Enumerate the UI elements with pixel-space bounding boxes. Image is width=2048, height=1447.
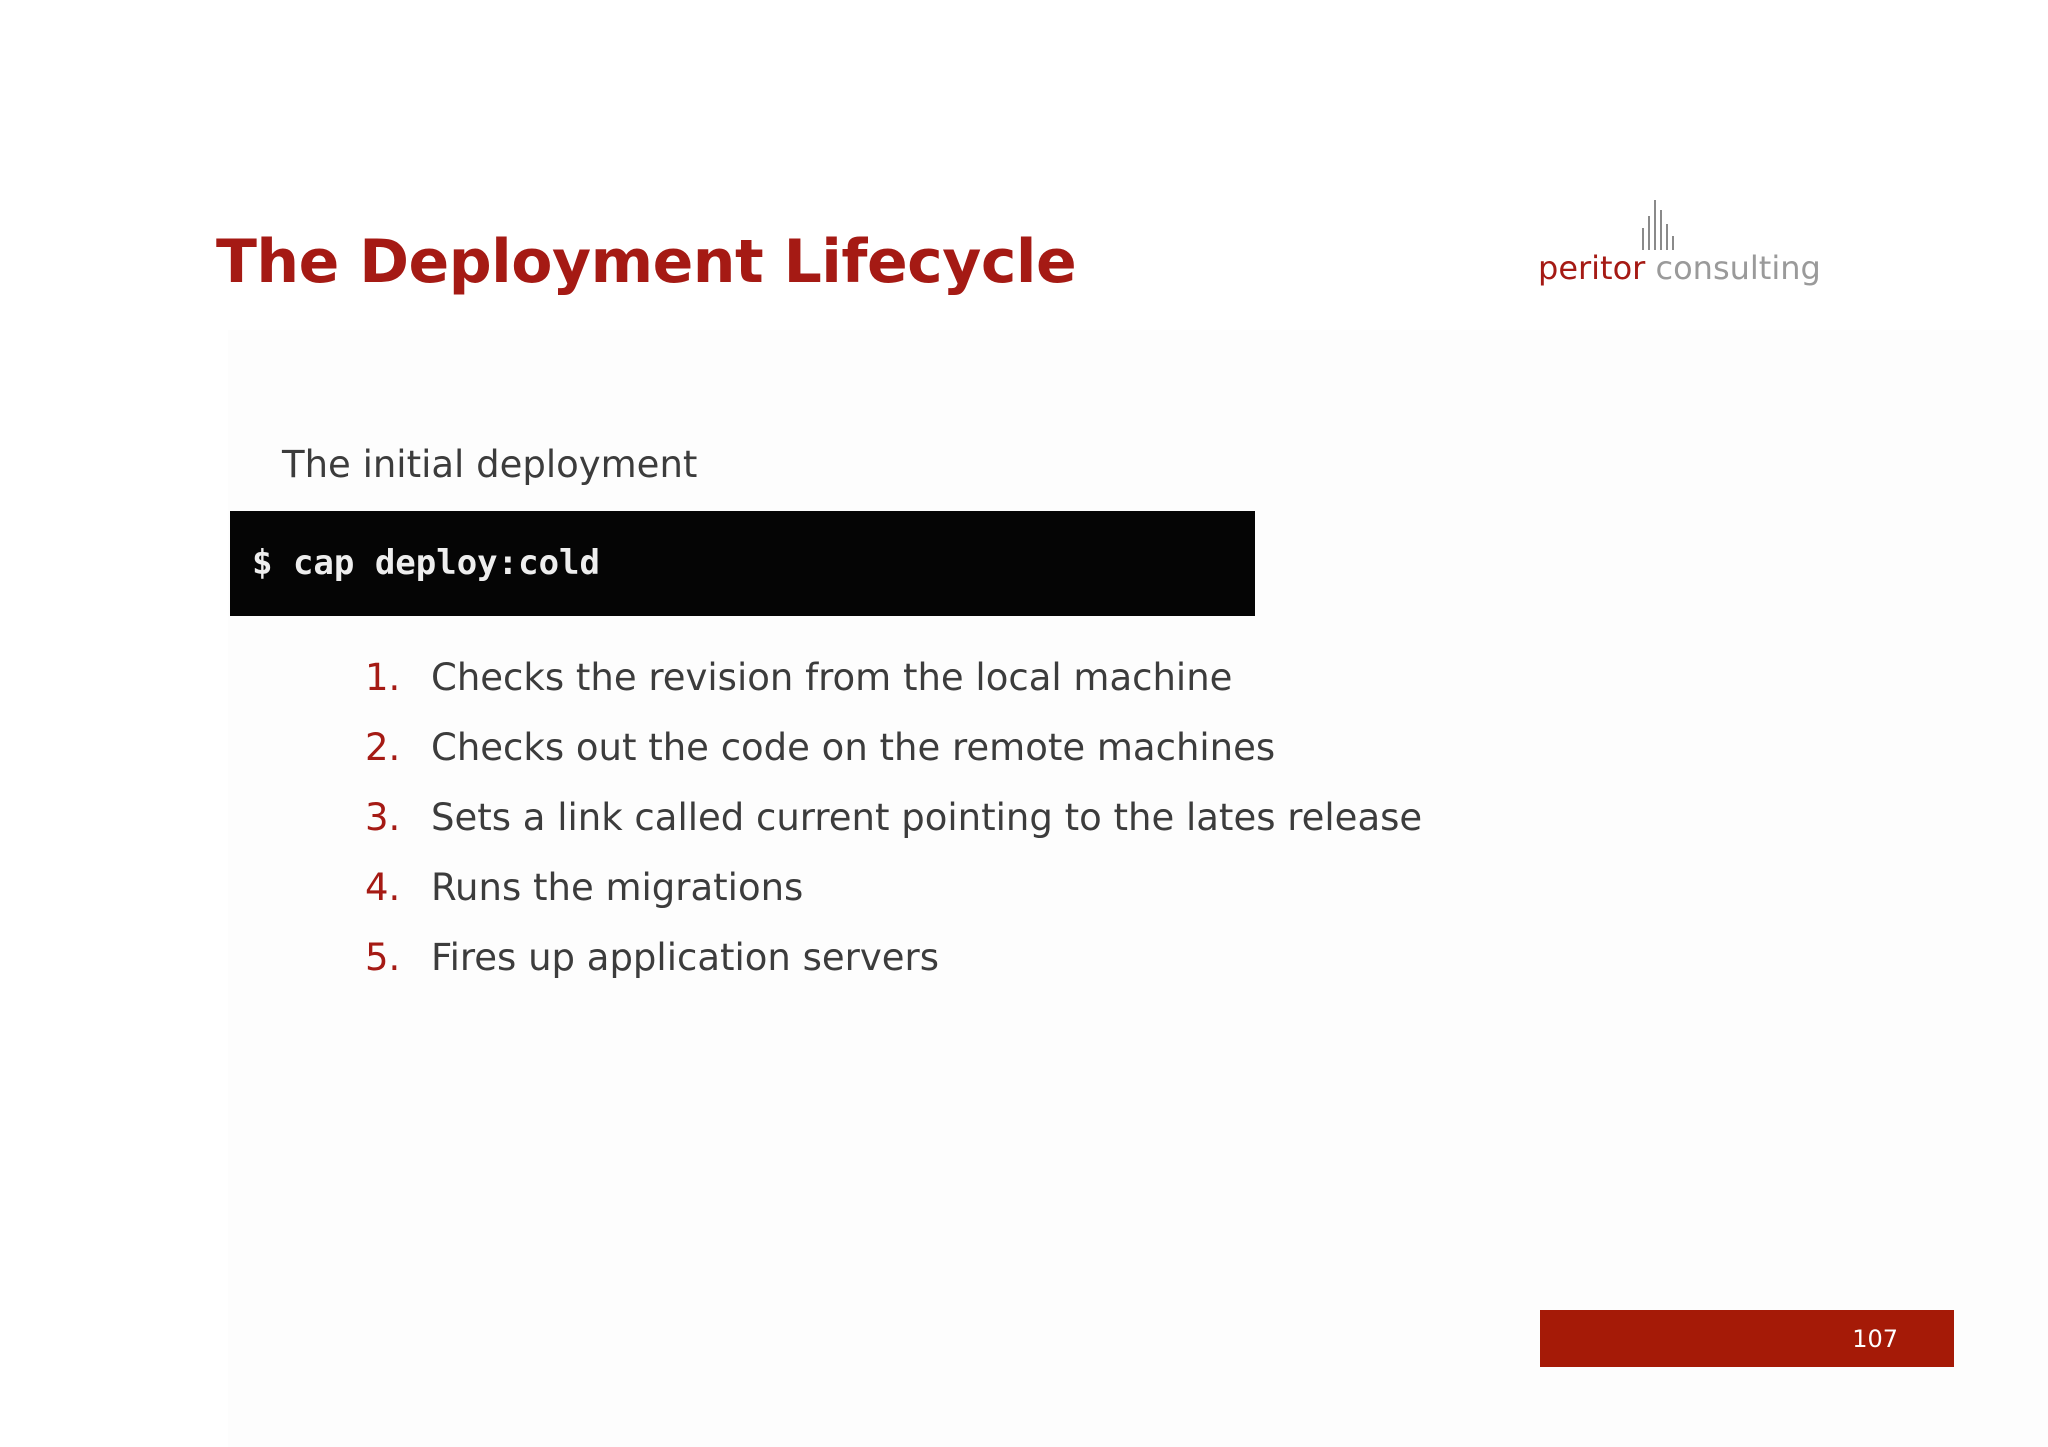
logo-brand-primary: peritor [1538,249,1646,287]
logo-brand-secondary: consulting [1655,249,1821,287]
step-text: Checks out the code on the remote machines [431,726,1276,769]
step-number: 1. [365,656,401,699]
slide-subtitle: The initial deployment [282,443,698,486]
page-number-badge [1540,1310,1954,1367]
page-number: 107 [1852,1325,1898,1353]
slide-title: The Deployment Lifecycle [216,227,1077,297]
step-text: Checks the revision from the local machine [431,656,1233,699]
step-text: Sets a link called current pointing to the lates release [431,796,1423,839]
step-number: 3. [365,796,401,839]
step-number: 2. [365,726,401,769]
step-number: 4. [365,866,401,909]
logo-text [1538,248,1821,288]
terminal-command: $ cap deploy:cold [252,543,600,583]
step-number: 5. [365,936,401,979]
vertical-bars-icon [1638,200,1678,250]
company-logo [1538,196,1838,296]
terminal-command-block [230,511,1255,616]
step-text: Runs the migrations [431,866,804,909]
step-text: Fires up application servers [431,936,940,979]
